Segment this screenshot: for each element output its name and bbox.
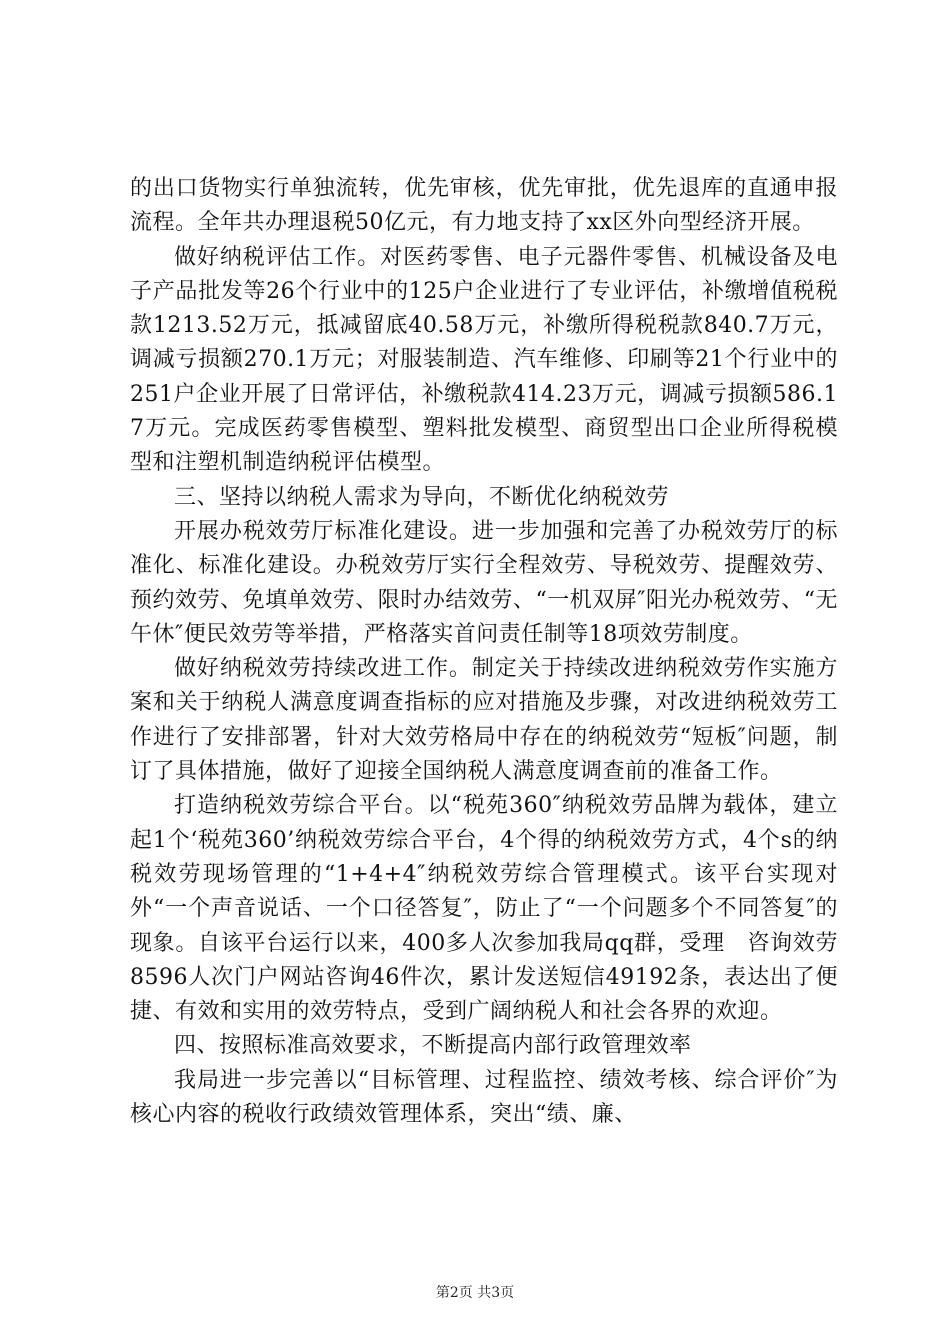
document-body: [130, 172, 838, 1132]
paragraph-tax-assessment: 做好纳税评估工作。对医药零售、电子元器件零售、机械设备及电子产品批发等26个行业中的125户企业进行了专业评估，补缴增值税税款1213.52万元，抵减留底40.58万元，补缴所得税税款840.7万元，调减亏损额270.1万元；对服装制造、汽车维修、印刷等21个行业中的251户企业开展了日常评估，补缴税款414.23万元，调减亏损额586.17万元。完成医药零售模型、塑料批发模型、商贸型出口企业所得税模型和注塑机制造纳税评估模型。: [130, 244, 838, 476]
page-footer: [0, 1282, 950, 1302]
section-heading-4: 四、按照标准高效要求，不断提高内部行政管理效率: [174, 1033, 692, 1059]
paragraph-service-platform: 打造纳税效劳综合平台。以“税苑360″纳税效劳品牌为载体，建立起1个‘税苑360’纳税效劳综合平台，4个得的纳税效劳方式，4个s的纳税效劳现场管理的“1+4+4″纳税效劳综合管理模式。该平台实现对外“一个声音说话、一个口径答复″，防止了“一个问题多个不同答复″的现象。自该平台运行以来，400多人次参加我局qq群，受理 咨询效劳8596人次门户网站咨询46件次，累计发送短信49192条，表达出了便捷、有效和实用的效劳特点，受到广阔纳税人和社会各界的欢迎。: [130, 793, 838, 1025]
page-number: 第2页 共3页: [435, 1285, 515, 1301]
paragraph-continuation: 的出口货物实行单独流转，优先审核，优先审批，优先退库的直通申报流程。全年共办理退税50亿元，有力地支持了xx区外向型经济开展。: [130, 176, 838, 236]
paragraph-performance-management: 我局进一步完善以“目标管理、过程监控、绩效考核、综合评价″为核心内容的税收行政绩效管理体系，突出“绩、廉、: [130, 1067, 838, 1128]
paragraph-service-hall: 开展办税效劳厅标准化建设。进一步加强和完善了办税效劳厅的标准化、标准化建设。办税效劳厅实行全程效劳、导税效劳、提醒效劳、预约效劳、免填单效劳、限时办结效劳、“一机双屏″阳光办税效劳、“无午休″便民效劳等举措，严格落实首问责任制等18项效劳制度。: [130, 518, 838, 647]
paragraph-continuous-improvement: 做好纳税效劳持续改进工作。制定关于持续改进纳税效劳作实施方案和关于纳税人满意度调查指标的应对措施及步骤，对改进纳税效劳工作进行了安排部署，针对大效劳格局中存在的纳税效劳“短板″问题，制订了具体措施，做好了迎接全国纳税人满意度调查前的准备工作。: [130, 656, 838, 785]
section-heading-3: 三、坚持以纳税人需求为导向，不断优化纳税效劳: [174, 484, 670, 510]
